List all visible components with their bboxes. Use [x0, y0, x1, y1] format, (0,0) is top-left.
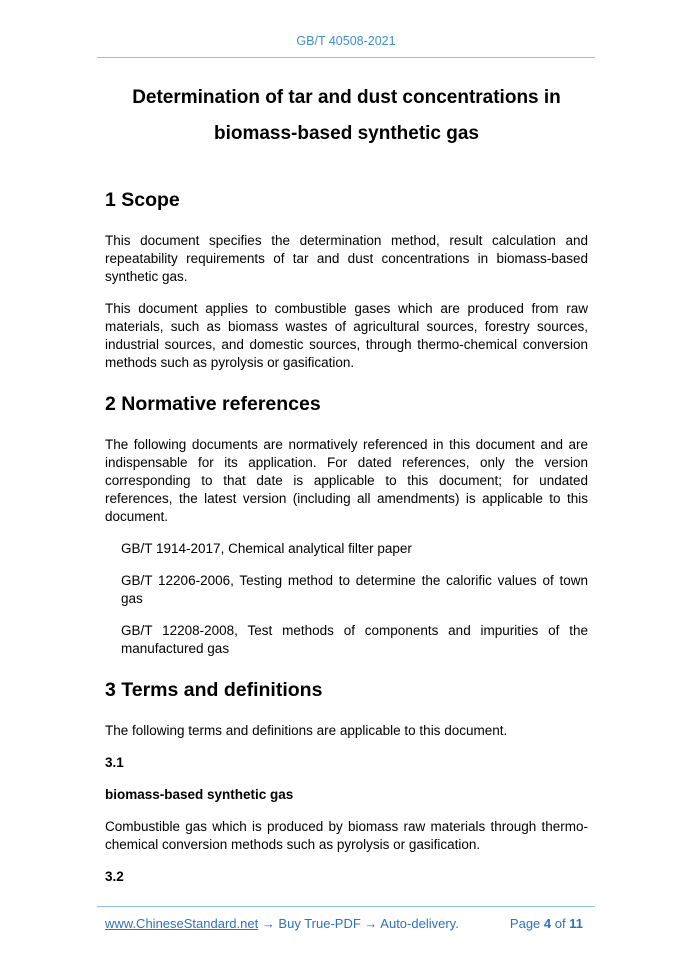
page-label: Page: [509, 916, 541, 931]
reference-item: GB/T 12208-2008, Test methods of components and impurities of the manufactured gas: [121, 623, 588, 656]
term-number: 3.1: [105, 755, 124, 770]
terms-intro-paragraph: The following terms and definitions are applicable to this document.: [105, 723, 508, 738]
section-heading-terms-definitions: 3 Terms and definitions: [105, 679, 323, 701]
term-definition: Combustible gas which is produced by biomass raw materials through thermo-chemical conversion methods such as pyrolysis or gasification.: [105, 819, 588, 852]
scope-paragraph-2: This document applies to combustible gases which are produced from raw materials, such as biomass wastes of agricultural sources, forestry sources, industrial sources, and domestic sources, through thermo-chemical conversion methods such as pyrolysis or gasification.: [105, 301, 588, 370]
section-heading-scope: 1 Scope: [105, 189, 180, 211]
of-label: of: [554, 916, 566, 931]
page-footer: [105, 916, 588, 931]
chinesestandard-link[interactable]: www.ChineseStandard.net: [105, 916, 259, 931]
standard-code-header: GB/T 40508-2021: [296, 34, 396, 48]
header-divider: [97, 57, 595, 58]
reference-item: GB/T 12206-2006, Testing method to determine the calorific values of town gas: [121, 573, 588, 606]
document-body: [105, 186, 588, 900]
scope-paragraph-1: This document specifies the determination method, result calculation and repeatability requirements of tar and dust concentrations in biomass-based synthetic gas.: [105, 233, 588, 284]
footer-promo-text: → Buy True-PDF → Auto-delivery.: [258, 916, 459, 931]
term-number: 3.2: [105, 869, 124, 884]
title-line-2: biomass-based synthetic gas: [213, 123, 480, 144]
total-page-number: 11: [569, 916, 583, 931]
current-page-number: 4: [543, 916, 552, 931]
footer-divider: [97, 906, 595, 907]
reference-item: GB/T 1914-2017, Chemical analytical filter paper: [121, 541, 412, 556]
term-name: biomass-based synthetic gas: [105, 787, 294, 802]
title-line-1: Determination of tar and dust concentrations in: [132, 87, 561, 108]
section-heading-normative-references: 2 Normative references: [105, 393, 321, 415]
page-indicator: [510, 916, 583, 931]
normative-intro-paragraph: The following documents are normatively referenced in this document and are indispensable for its application. For dated references, only the version corresponding to that date is applicable to this document; for undated references, the latest version (including all amendments) is applicable to this document.: [105, 437, 588, 524]
document-title: [105, 80, 588, 152]
